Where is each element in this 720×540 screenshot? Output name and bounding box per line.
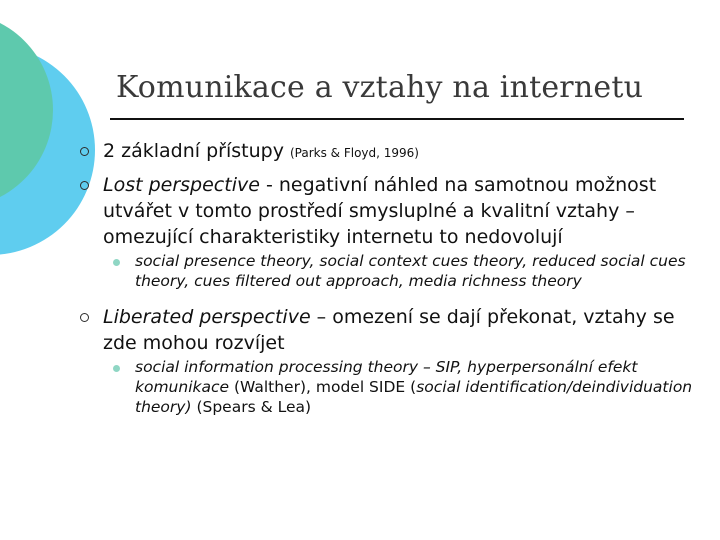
bullet-1 xyxy=(103,138,703,166)
bullet-2 xyxy=(103,172,693,250)
bullet-2-text: - negativní náhled na samotnou možnost utvářet v tomto prostředí smysluplné a kvalitní vztahy – omezující charakteristiky internetu to nedovolují xyxy=(103,174,657,248)
bullet-3-sub-italic-2: social identification/deindividuation theory) xyxy=(135,378,693,416)
bullet-3-term: Liberated perspective xyxy=(103,306,311,328)
title-underline xyxy=(110,118,684,120)
bullet-ring-icon xyxy=(80,147,89,156)
bullet-ring-icon xyxy=(80,181,89,190)
bullet-2-term: Lost perspective xyxy=(103,174,260,196)
bullet-1-citation: (Parks & Floyd, 1996) xyxy=(289,146,419,160)
bullet-3-text: – omezení se dají překonat, vztahy se zde mohou rozvíjet xyxy=(103,306,675,354)
bullet-3-sub-normal-1: (Walther), model SIDE ( xyxy=(229,378,417,396)
bullet-3-sub xyxy=(135,357,695,417)
bullet-3-sub-normal-2: (Spears & Lea) xyxy=(191,398,312,416)
bullet-2-sub: social presence theory, social context cues theory, reduced social cues theory, cues filtered out approach, media richness theory xyxy=(135,252,686,290)
bullet-1-text: 2 základní přístupy xyxy=(103,140,290,162)
bullet-3-sub-italic-1: social information processing theory – SIP, hyperpersonální efekt komunikace xyxy=(135,358,638,396)
bullet-3 xyxy=(103,304,713,356)
decorative-circles xyxy=(0,0,120,300)
bullet-ring-icon xyxy=(80,313,89,322)
sub-bullet-dot-icon xyxy=(113,365,120,372)
sub-bullet-dot-icon xyxy=(113,259,120,266)
slide-title: Komunikace a vztahy na internetu xyxy=(116,70,644,105)
